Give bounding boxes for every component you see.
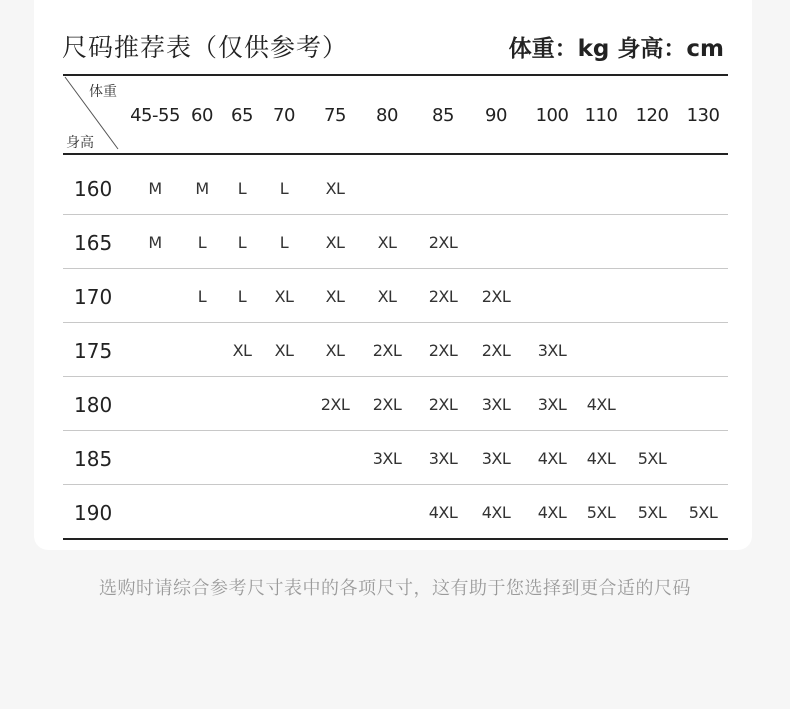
size-cell: 5XL	[586, 503, 616, 522]
size-cell: L	[237, 179, 247, 198]
corner-weight-label: 体重	[89, 84, 117, 100]
row-divider	[63, 484, 728, 485]
size-cell: 3XL	[372, 449, 402, 468]
size-cell: XL	[325, 287, 345, 306]
size-cell: 4XL	[481, 503, 511, 522]
size-cell: M	[148, 233, 162, 252]
weight-header-cell: 45-55	[130, 105, 180, 126]
size-cell: L	[237, 287, 247, 306]
unit-note: 体重：kg 身高：cm	[508, 36, 724, 62]
size-cell: 4XL	[428, 503, 458, 522]
weight-header-cell: 70	[273, 105, 295, 126]
size-cell: L	[197, 287, 207, 306]
size-cell: 4XL	[537, 503, 567, 522]
size-cell: 5XL	[637, 449, 667, 468]
size-cell: 2XL	[428, 233, 458, 252]
weight-header-cell: 90	[485, 105, 507, 126]
size-cell: 2XL	[320, 395, 350, 414]
weight-header-cell: 80	[376, 105, 398, 126]
size-cell: L	[237, 233, 247, 252]
height-row-label: 175	[74, 339, 113, 363]
size-cell: 3XL	[537, 341, 567, 360]
size-cell: XL	[232, 341, 252, 360]
height-row-label: 180	[74, 393, 113, 417]
corner-height-label: 身高	[66, 135, 94, 151]
size-cell: 3XL	[481, 395, 511, 414]
weight-header-cell: 60	[191, 105, 213, 126]
footnote: 选购时请综合参考尺寸表中的各项尺寸，这有助于您选择到更合适的尺码	[99, 578, 691, 599]
size-cell: XL	[377, 233, 397, 252]
weight-header-cell: 100	[535, 105, 569, 126]
size-cell: 3XL	[481, 449, 511, 468]
weight-header-cell: 130	[686, 105, 720, 126]
size-cell: 4XL	[586, 449, 616, 468]
size-cell: 2XL	[428, 341, 458, 360]
row-divider	[63, 322, 728, 323]
table-top-rule	[63, 74, 728, 76]
size-cell: XL	[325, 341, 345, 360]
weight-header-cell: 85	[432, 105, 454, 126]
size-cell: M	[148, 179, 162, 198]
size-cell: 4XL	[586, 395, 616, 414]
row-divider	[63, 214, 728, 215]
size-cell: 2XL	[481, 287, 511, 306]
size-cell: 4XL	[537, 449, 567, 468]
row-divider	[63, 430, 728, 431]
size-cell: M	[195, 179, 209, 198]
row-divider	[63, 376, 728, 377]
size-cell: XL	[325, 233, 345, 252]
height-row-label: 190	[74, 501, 113, 525]
size-cell: 2XL	[481, 341, 511, 360]
weight-header-cell: 120	[635, 105, 669, 126]
page-title: 尺码推荐表（仅供参考）	[62, 33, 349, 62]
row-divider	[63, 268, 728, 269]
size-cell: 2XL	[372, 341, 402, 360]
size-cell: XL	[274, 287, 294, 306]
size-cell: L	[279, 179, 289, 198]
height-row-label: 160	[74, 177, 113, 201]
size-cell: L	[197, 233, 207, 252]
size-cell: XL	[274, 341, 294, 360]
size-cell: XL	[325, 179, 345, 198]
table-header-rule	[63, 153, 728, 155]
height-row-label: 170	[74, 285, 113, 309]
weight-header-cell: 65	[231, 105, 253, 126]
weight-header-cell: 110	[584, 105, 618, 126]
table-bottom-rule	[63, 538, 728, 540]
size-cell: 5XL	[637, 503, 667, 522]
size-cell: 3XL	[428, 449, 458, 468]
height-row-label: 165	[74, 231, 113, 255]
size-cell: XL	[377, 287, 397, 306]
height-row-label: 185	[74, 447, 113, 471]
size-cell: 2XL	[428, 287, 458, 306]
size-cell: L	[279, 233, 289, 252]
size-cell: 2XL	[372, 395, 402, 414]
weight-header-cell: 75	[324, 105, 346, 126]
size-cell: 3XL	[537, 395, 567, 414]
size-cell: 5XL	[688, 503, 718, 522]
size-cell: 2XL	[428, 395, 458, 414]
